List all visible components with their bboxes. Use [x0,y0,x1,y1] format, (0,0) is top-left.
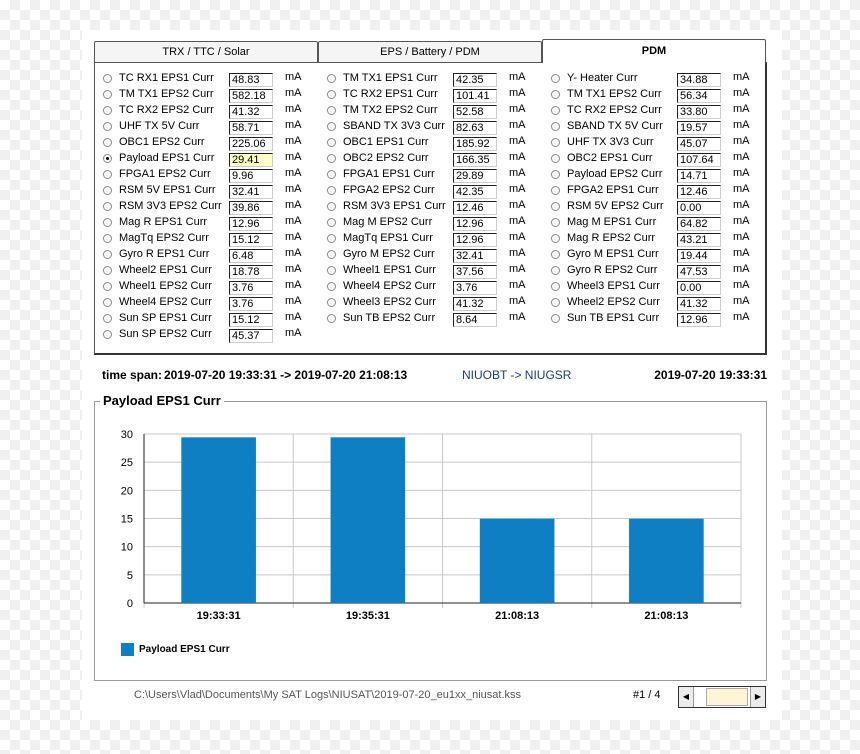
time-span-value: 2019-07-20 19:33:31 -> 2019-07-20 21:08:13 [164,368,408,382]
x-tick-label: 19:33:31 [196,610,241,622]
unit-label: mA [509,135,526,147]
unit-label: mA [509,311,526,323]
telemetry-row [327,215,547,231]
telemetry-label[interactable]: TC RX2 EPS2 Curr [119,104,214,116]
telemetry-value-field[interactable]: 41.32 [229,105,273,119]
unit-label: mA [733,247,750,259]
telemetry-row [103,215,323,231]
telemetry-label[interactable]: Payload EPS2 Curr [567,168,663,180]
radio-button[interactable] [551,138,560,147]
unit-label: mA [733,135,750,147]
tab-bar [94,41,766,63]
tab-eps-battery-pdm[interactable]: EPS / Battery / PDM [318,41,542,62]
unit-label: mA [285,135,302,147]
telemetry-value-field[interactable]: 42.35 [453,185,497,199]
radio-button[interactable] [103,250,112,259]
telemetry-label[interactable]: Sun SP EPS2 Curr [119,328,212,340]
radio-button[interactable] [551,74,560,83]
telemetry-label[interactable]: Mag M EPS2 Curr [343,216,433,228]
radio-button[interactable] [551,154,560,163]
telemetry-row [551,247,771,263]
route-label: NIUOBT -> NIUGSR [462,368,572,382]
unit-label: mA [733,199,750,211]
radio-button[interactable] [327,314,336,323]
unit-label: mA [733,183,750,195]
telemetry-value-field[interactable]: 48.83 [229,73,273,87]
telemetry-value-field[interactable]: 582.18 [229,89,273,103]
telemetry-row [103,199,323,215]
telemetry-row [103,311,323,327]
telemetry-row [103,167,323,183]
unit-label: mA [733,311,750,323]
unit-label: mA [285,279,302,291]
telemetry-label[interactable]: RSM 3V3 EPS1 Curr [343,200,446,212]
telemetry-row [327,135,547,151]
radio-button[interactable] [103,282,112,291]
bar [331,437,406,603]
unit-label: mA [509,71,526,83]
radio-button[interactable] [103,218,112,227]
telemetry-value-field[interactable]: 32.41 [229,185,273,199]
telemetry-row [551,295,771,311]
telemetry-row [103,151,323,167]
telemetry-label[interactable]: Y- Heater Curr [567,72,638,84]
telemetry-label[interactable]: TC RX2 EPS2 Curr [567,104,662,116]
telemetry-row [103,87,323,103]
telemetry-row [103,231,323,247]
radio-button[interactable] [103,234,112,243]
telemetry-value-field[interactable]: 3.76 [453,281,497,295]
telemetry-row [551,135,771,151]
telemetry-label[interactable]: Wheel4 EPS2 Curr [343,280,436,292]
telemetry-value-field[interactable]: 166.35 [453,153,497,167]
radio-button[interactable] [551,90,560,99]
telemetry-value-field[interactable]: 6.48 [229,249,273,263]
telemetry-label[interactable]: Wheel4 EPS2 Curr [119,296,212,308]
telemetry-label[interactable]: RSM 5V EPS2 Curr [567,200,664,212]
telemetry-column-2 [327,71,547,327]
chart-title: Payload EPS1 Curr [100,393,224,408]
telemetry-value-field[interactable]: 33.80 [677,105,721,119]
radio-button[interactable] [551,314,560,323]
app-window [82,30,782,720]
telemetry-row [327,263,547,279]
telemetry-label[interactable]: FPGA2 EPS1 Curr [567,184,659,196]
radio-button[interactable] [103,314,112,323]
unit-label: mA [285,103,302,115]
telemetry-label[interactable]: Wheel1 EPS1 Curr [343,264,436,276]
telemetry-label[interactable]: OBC2 EPS1 Curr [567,152,653,164]
telemetry-row [327,167,547,183]
time-span-label: time span: [102,368,163,382]
telemetry-row [551,119,771,135]
x-tick-label: 21:08:13 [644,610,689,622]
radio-button[interactable] [327,266,336,275]
page-indicator: #1 / 4 [633,689,661,701]
telemetry-label[interactable]: TC RX2 EPS1 Curr [343,88,438,100]
telemetry-row [327,103,547,119]
radio-button[interactable] [103,74,112,83]
log-file-path: C:\Users\Vlad\Documents\My SAT Logs\NIUSAT\2019-07-20_eu1xx_niusat.kss [134,689,522,701]
unit-label: mA [285,199,302,211]
telemetry-label[interactable]: OBC1 EPS1 Curr [343,136,429,148]
telemetry-row [327,247,547,263]
telemetry-value-field[interactable]: 41.32 [453,297,497,311]
unit-label: mA [285,295,302,307]
telemetry-label[interactable]: OBC1 EPS2 Curr [119,136,205,148]
telemetry-value-field[interactable]: 12.46 [677,185,721,199]
telemetry-row [103,279,323,295]
telemetry-value-field[interactable]: 0.00 [677,281,721,295]
telemetry-value-field[interactable]: 32.41 [453,249,497,263]
telemetry-value-field[interactable]: 45.37 [229,329,273,343]
unit-label: mA [733,103,750,115]
unit-label: mA [285,215,302,227]
telemetry-label[interactable]: MagTq EPS1 Curr [343,232,433,244]
telemetry-label[interactable]: OBC2 EPS2 Curr [343,152,429,164]
radio-button[interactable] [327,170,336,179]
telemetry-label[interactable]: Mag R EPS2 Curr [567,232,656,244]
telemetry-value-field[interactable]: 225.06 [229,137,273,151]
telemetry-value-field[interactable]: 12.96 [453,233,497,247]
telemetry-label[interactable]: FPGA1 EPS1 Curr [343,168,435,180]
radio-button[interactable] [103,154,112,163]
telemetry-label[interactable]: TM TX1 EPS1 Curr [343,72,438,84]
y-tick-label: 15 [120,513,133,526]
unit-label: mA [733,87,750,99]
y-tick-label: 5 [126,569,133,582]
telemetry-value-field[interactable]: 43.21 [677,233,721,247]
telemetry-row [327,71,547,87]
radio-button[interactable] [103,122,112,131]
telemetry-row [327,87,547,103]
radio-button[interactable] [551,266,560,275]
telemetry-value-field[interactable]: 15.12 [229,233,273,247]
telemetry-value-field[interactable]: 12.96 [453,217,497,231]
radio-button[interactable] [327,202,336,211]
unit-label: mA [733,231,750,243]
telemetry-row [551,263,771,279]
telemetry-label[interactable]: TC RX1 EPS1 Curr [119,72,214,84]
radio-button[interactable] [327,90,336,99]
radio-button[interactable] [327,154,336,163]
telemetry-value-field[interactable]: 12.96 [677,313,721,327]
telemetry-value-field[interactable]: 41.32 [677,297,721,311]
telemetry-row [551,215,771,231]
telemetry-label[interactable]: Mag M EPS1 Curr [567,216,657,228]
telemetry-label[interactable]: Wheel2 EPS2 Curr [567,296,660,308]
telemetry-row [103,327,323,343]
radio-button[interactable] [103,186,112,195]
telemetry-value-field[interactable]: 18.78 [229,265,273,279]
telemetry-value-field[interactable]: 9.96 [229,169,273,183]
telemetry-row [327,183,547,199]
unit-label: mA [509,167,526,179]
radio-button[interactable] [327,74,336,83]
arrow-left-icon[interactable]: ◀ [679,687,694,707]
telemetry-row [327,151,547,167]
telemetry-row [103,183,323,199]
unit-label: mA [285,327,302,339]
telemetry-value-field[interactable]: 56.34 [677,89,721,103]
unit-label: mA [285,183,302,195]
unit-label: mA [733,215,750,227]
telemetry-value-field[interactable]: 0.00 [677,201,721,215]
telemetry-label[interactable]: TM TX1 EPS2 Curr [567,88,662,100]
bar [181,437,256,603]
unit-label: mA [509,183,526,195]
arrow-right-icon[interactable]: ▶ [750,687,765,707]
telemetry-row [551,199,771,215]
unit-label: mA [285,247,302,259]
radio-button[interactable] [551,298,560,307]
legend-label: Payload EPS1 Curr [139,644,230,655]
telemetry-row [551,167,771,183]
unit-label: mA [285,87,302,99]
telemetry-row [103,103,323,119]
telemetry-row [551,183,771,199]
telemetry-value-field[interactable]: 47.53 [677,265,721,279]
radio-button[interactable] [103,138,112,147]
unit-label: mA [509,263,526,275]
unit-label: mA [285,231,302,243]
tab-pdm[interactable]: PDM [542,39,766,63]
telemetry-value-field[interactable]: 52.58 [453,105,497,119]
telemetry-row [103,135,323,151]
bar [629,519,704,603]
telemetry-label[interactable]: Gyro R EPS2 Curr [567,264,658,276]
telemetry-value-field[interactable]: 64.82 [677,217,721,231]
unit-label: mA [733,295,750,307]
radio-button[interactable] [103,330,112,339]
x-tick-label: 19:35:31 [345,610,390,622]
radio-button[interactable] [327,138,336,147]
radio-button[interactable] [103,106,112,115]
bar-chart [95,402,766,680]
telemetry-value-field[interactable]: 29.41 [229,153,273,167]
unit-label: mA [285,263,302,275]
telemetry-value-field[interactable]: 185.92 [453,137,497,151]
radio-button[interactable] [551,250,560,259]
telemetry-row [551,231,771,247]
unit-label: mA [733,119,750,131]
unit-label: mA [285,119,302,131]
page-scrollbar[interactable] [678,686,766,708]
unit-label: mA [733,167,750,179]
unit-label: mA [509,295,526,307]
telemetry-row [327,199,547,215]
unit-label: mA [509,279,526,291]
legend-swatch [121,643,134,656]
y-tick-label: 10 [120,541,133,554]
telemetry-value-field[interactable]: 39.86 [229,201,273,215]
telemetry-label[interactable]: UHF TX 5V Curr [119,120,200,132]
telemetry-value-field[interactable]: 37.56 [453,265,497,279]
telemetry-label[interactable]: TM TX2 EPS2 Curr [343,104,438,116]
telemetry-label[interactable]: RSM 5V EPS1 Curr [119,184,216,196]
telemetry-label[interactable]: Wheel1 EPS2 Curr [119,280,212,292]
telemetry-label[interactable]: UHF TX 3V3 Curr [567,136,654,148]
telemetry-value-field[interactable]: 19.57 [677,121,721,135]
telemetry-label[interactable]: FPGA2 EPS2 Curr [343,184,435,196]
telemetry-label[interactable]: SBAND TX 3V3 Curr [343,120,445,132]
telemetry-value-field[interactable]: 19.44 [677,249,721,263]
telemetry-row [551,103,771,119]
radio-button[interactable] [551,106,560,115]
telemetry-row [103,263,323,279]
unit-label: mA [733,279,750,291]
telemetry-value-field[interactable]: 82.63 [453,121,497,135]
telemetry-row [103,71,323,87]
y-tick-label: 0 [126,598,133,610]
telemetry-row [103,119,323,135]
unit-label: mA [509,247,526,259]
telemetry-label[interactable]: Sun TB EPS1 Curr [567,312,660,324]
telemetry-label[interactable]: Sun TB EPS2 Curr [343,312,436,324]
radio-button[interactable] [327,298,336,307]
unit-label: mA [509,87,526,99]
telemetry-label[interactable]: RSM 3V3 EPS2 Curr [119,200,222,212]
tab-trx-ttc-solar[interactable]: TRX / TTC / Solar [94,41,318,62]
telemetry-row [103,247,323,263]
telemetry-row [327,231,547,247]
telemetry-label[interactable]: Payload EPS1 Curr [119,152,215,164]
radio-button[interactable] [327,122,336,131]
telemetry-value-field[interactable]: 15.12 [229,313,273,327]
telemetry-row [551,279,771,295]
y-tick-label: 25 [120,457,133,470]
radio-button[interactable] [551,202,560,211]
telemetry-label[interactable]: Gyro M EPS2 Curr [343,248,435,260]
unit-label: mA [733,151,750,163]
telemetry-row [551,71,771,87]
telemetry-value-field[interactable]: 45.07 [677,137,721,151]
telemetry-panel [94,62,767,355]
y-tick-label: 30 [120,429,133,441]
radio-button[interactable] [551,170,560,179]
telemetry-label[interactable]: Gyro M EPS1 Curr [567,248,659,260]
unit-label: mA [285,167,302,179]
radio-button[interactable] [327,234,336,243]
telemetry-row [551,311,771,327]
unit-label: mA [733,263,750,275]
radio-button[interactable] [551,218,560,227]
unit-label: mA [509,199,526,211]
telemetry-column-1 [103,71,323,343]
radio-button[interactable] [551,186,560,195]
telemetry-value-field[interactable]: 107.64 [677,153,721,167]
radio-button[interactable] [551,282,560,291]
radio-button[interactable] [551,122,560,131]
telemetry-value-field[interactable]: 101.41 [453,89,497,103]
telemetry-value-field[interactable]: 3.76 [229,297,273,311]
radio-button[interactable] [103,170,112,179]
telemetry-label[interactable]: Wheel2 EPS1 Curr [119,264,212,276]
unit-label: mA [509,231,526,243]
telemetry-value-field[interactable]: 42.35 [453,73,497,87]
unit-label: mA [733,71,750,83]
telemetry-label[interactable]: SBAND TX 5V Curr [567,120,663,132]
radio-button[interactable] [327,282,336,291]
telemetry-value-field[interactable]: 3.76 [229,281,273,295]
telemetry-row [327,279,547,295]
telemetry-row [551,87,771,103]
radio-button[interactable] [103,90,112,99]
radio-button[interactable] [327,186,336,195]
telemetry-value-field[interactable]: 58.71 [229,121,273,135]
telemetry-value-field[interactable]: 12.96 [229,217,273,231]
telemetry-row [551,151,771,167]
y-tick-label: 20 [120,485,133,498]
telemetry-label[interactable]: TM TX1 EPS2 Curr [119,88,214,100]
unit-label: mA [509,103,526,115]
radio-button[interactable] [327,250,336,259]
unit-label: mA [509,119,526,131]
radio-button[interactable] [103,298,112,307]
unit-label: mA [509,151,526,163]
telemetry-row [327,295,547,311]
current-timestamp: 2019-07-20 19:33:31 [654,368,767,382]
radio-button[interactable] [551,234,560,243]
telemetry-label[interactable]: Wheel3 EPS2 Curr [343,296,436,308]
telemetry-label[interactable]: Mag R EPS1 Curr [119,216,208,228]
telemetry-value-field[interactable]: 12.46 [453,201,497,215]
bar [480,519,555,603]
telemetry-label[interactable]: Gyro R EPS1 Curr [119,248,210,260]
telemetry-label[interactable]: Sun SP EPS1 Curr [119,312,212,324]
telemetry-row [327,119,547,135]
telemetry-value-field[interactable]: 14.71 [677,169,721,183]
telemetry-column-3 [551,71,771,327]
radio-button[interactable] [103,266,112,275]
telemetry-label[interactable]: MagTq EPS2 Curr [119,232,209,244]
scroll-thumb[interactable] [706,688,748,706]
telemetry-value-field[interactable]: 8.64 [453,313,497,327]
unit-label: mA [285,71,302,83]
unit-label: mA [509,215,526,227]
x-tick-label: 21:08:13 [495,610,540,622]
radio-button[interactable] [103,202,112,211]
telemetry-value-field[interactable]: 34.88 [677,73,721,87]
telemetry-row [103,295,323,311]
telemetry-label[interactable]: FPGA1 EPS2 Curr [119,168,211,180]
telemetry-label[interactable]: Wheel3 EPS1 Curr [567,280,660,292]
unit-label: mA [285,151,302,163]
radio-button[interactable] [327,218,336,227]
unit-label: mA [285,311,302,323]
telemetry-value-field[interactable]: 29.89 [453,169,497,183]
radio-button[interactable] [327,106,336,115]
chart-groupbox [94,393,767,681]
telemetry-row [327,311,547,327]
